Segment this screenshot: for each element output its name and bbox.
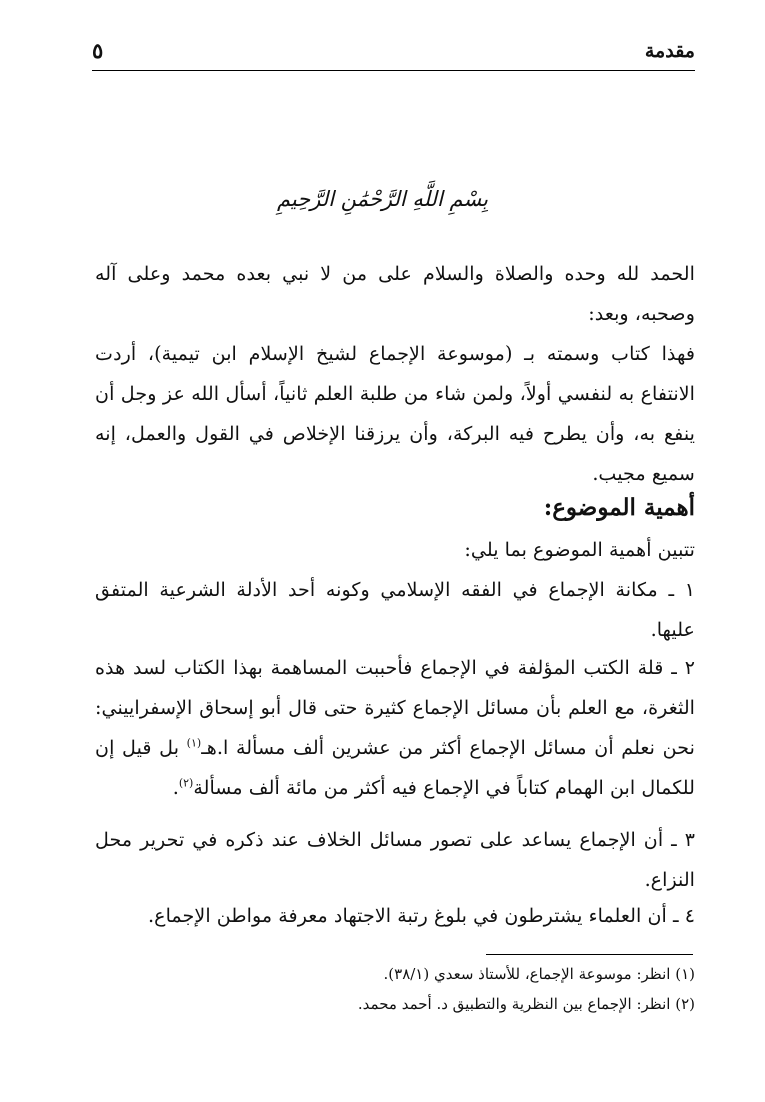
footnote-ref-2: (٢) [178,776,194,790]
intro-paragraph-2: فهذا كتاب وسمته بـ (موسوعة الإجماع لشيخ الإسلام ابن تيمية)، أردت الانتفاع به لنفسي أولاً، ولمن شاء من طلبة العلم ثانياً، أسأل الله عز وجل أن ينفع به، وأن يطرح فيه البركة، وأن يرزقنا الإخلاص في القول والعمل، إنه سميع مجيب. [95,342,695,485]
intro-paragraph-1: الحمد لله وحده والصلاة والسلام على من لا نبي بعده محمد وعلى آله وصحبه، وبعد: [95,262,695,325]
header-rule [92,70,695,71]
list-item-2-text-b: بل قيل إن للكمال ابن الهمام كتاباً في الإجماع فيه أكثر من مائة ألف مسألة [95,736,695,799]
footnote-2: (٢) انظر: الإجماع بين النظرية والتطبيق د. أحمد محمد. [357,995,695,1013]
section-heading: أهمية الموضوع: [543,494,695,521]
list-item-4: ٤ ـ أن العلماء يشترطون في بلوغ رتبة الاجتهاد معرفة مواطن الإجماع. [148,904,695,927]
running-header-title: مقدمة [644,40,695,62]
list-item-1: ١ ـ مكانة الإجماع في الفقه الإسلامي وكونه أحد الأدلة الشرعية المتفق عليها. [95,578,695,641]
footnote-1: (١) انظر: موسوعة الإجماع، للأستاذ سعدي (٣٨/١). [383,965,695,983]
footnote-rule [486,954,693,955]
list-item-2-text-a: ٢ ـ قلة الكتب المؤلفة في الإجماع فأحببت المساهمة بهذا الكتاب لسد هذه الثغرة، مع العلم بأن مسائل الإجماع كثيرة حتى قال أبو إسحاق الإسفراييني: نحن نعلم أن مسائل الإجماع أكثر من عشرين ألف مسألة ا.هـ [95,656,695,759]
list-item-2-end: . [172,776,179,799]
footnote-ref-1: (١) [186,736,202,750]
list-item-3: ٣ ـ أن الإجماع يساعد على تصور مسائل الخلاف عند ذكره في تحرير محل النزاع. [95,828,695,891]
section-lead: تتبين أهمية الموضوع بما يلي: [464,538,695,561]
list-item-2 [95,648,695,808]
page-number: ٥ [92,38,104,63]
basmala: بِسْمِ اللَّهِ الرَّحْمَٰنِ الرَّحِيمِ [276,187,489,211]
